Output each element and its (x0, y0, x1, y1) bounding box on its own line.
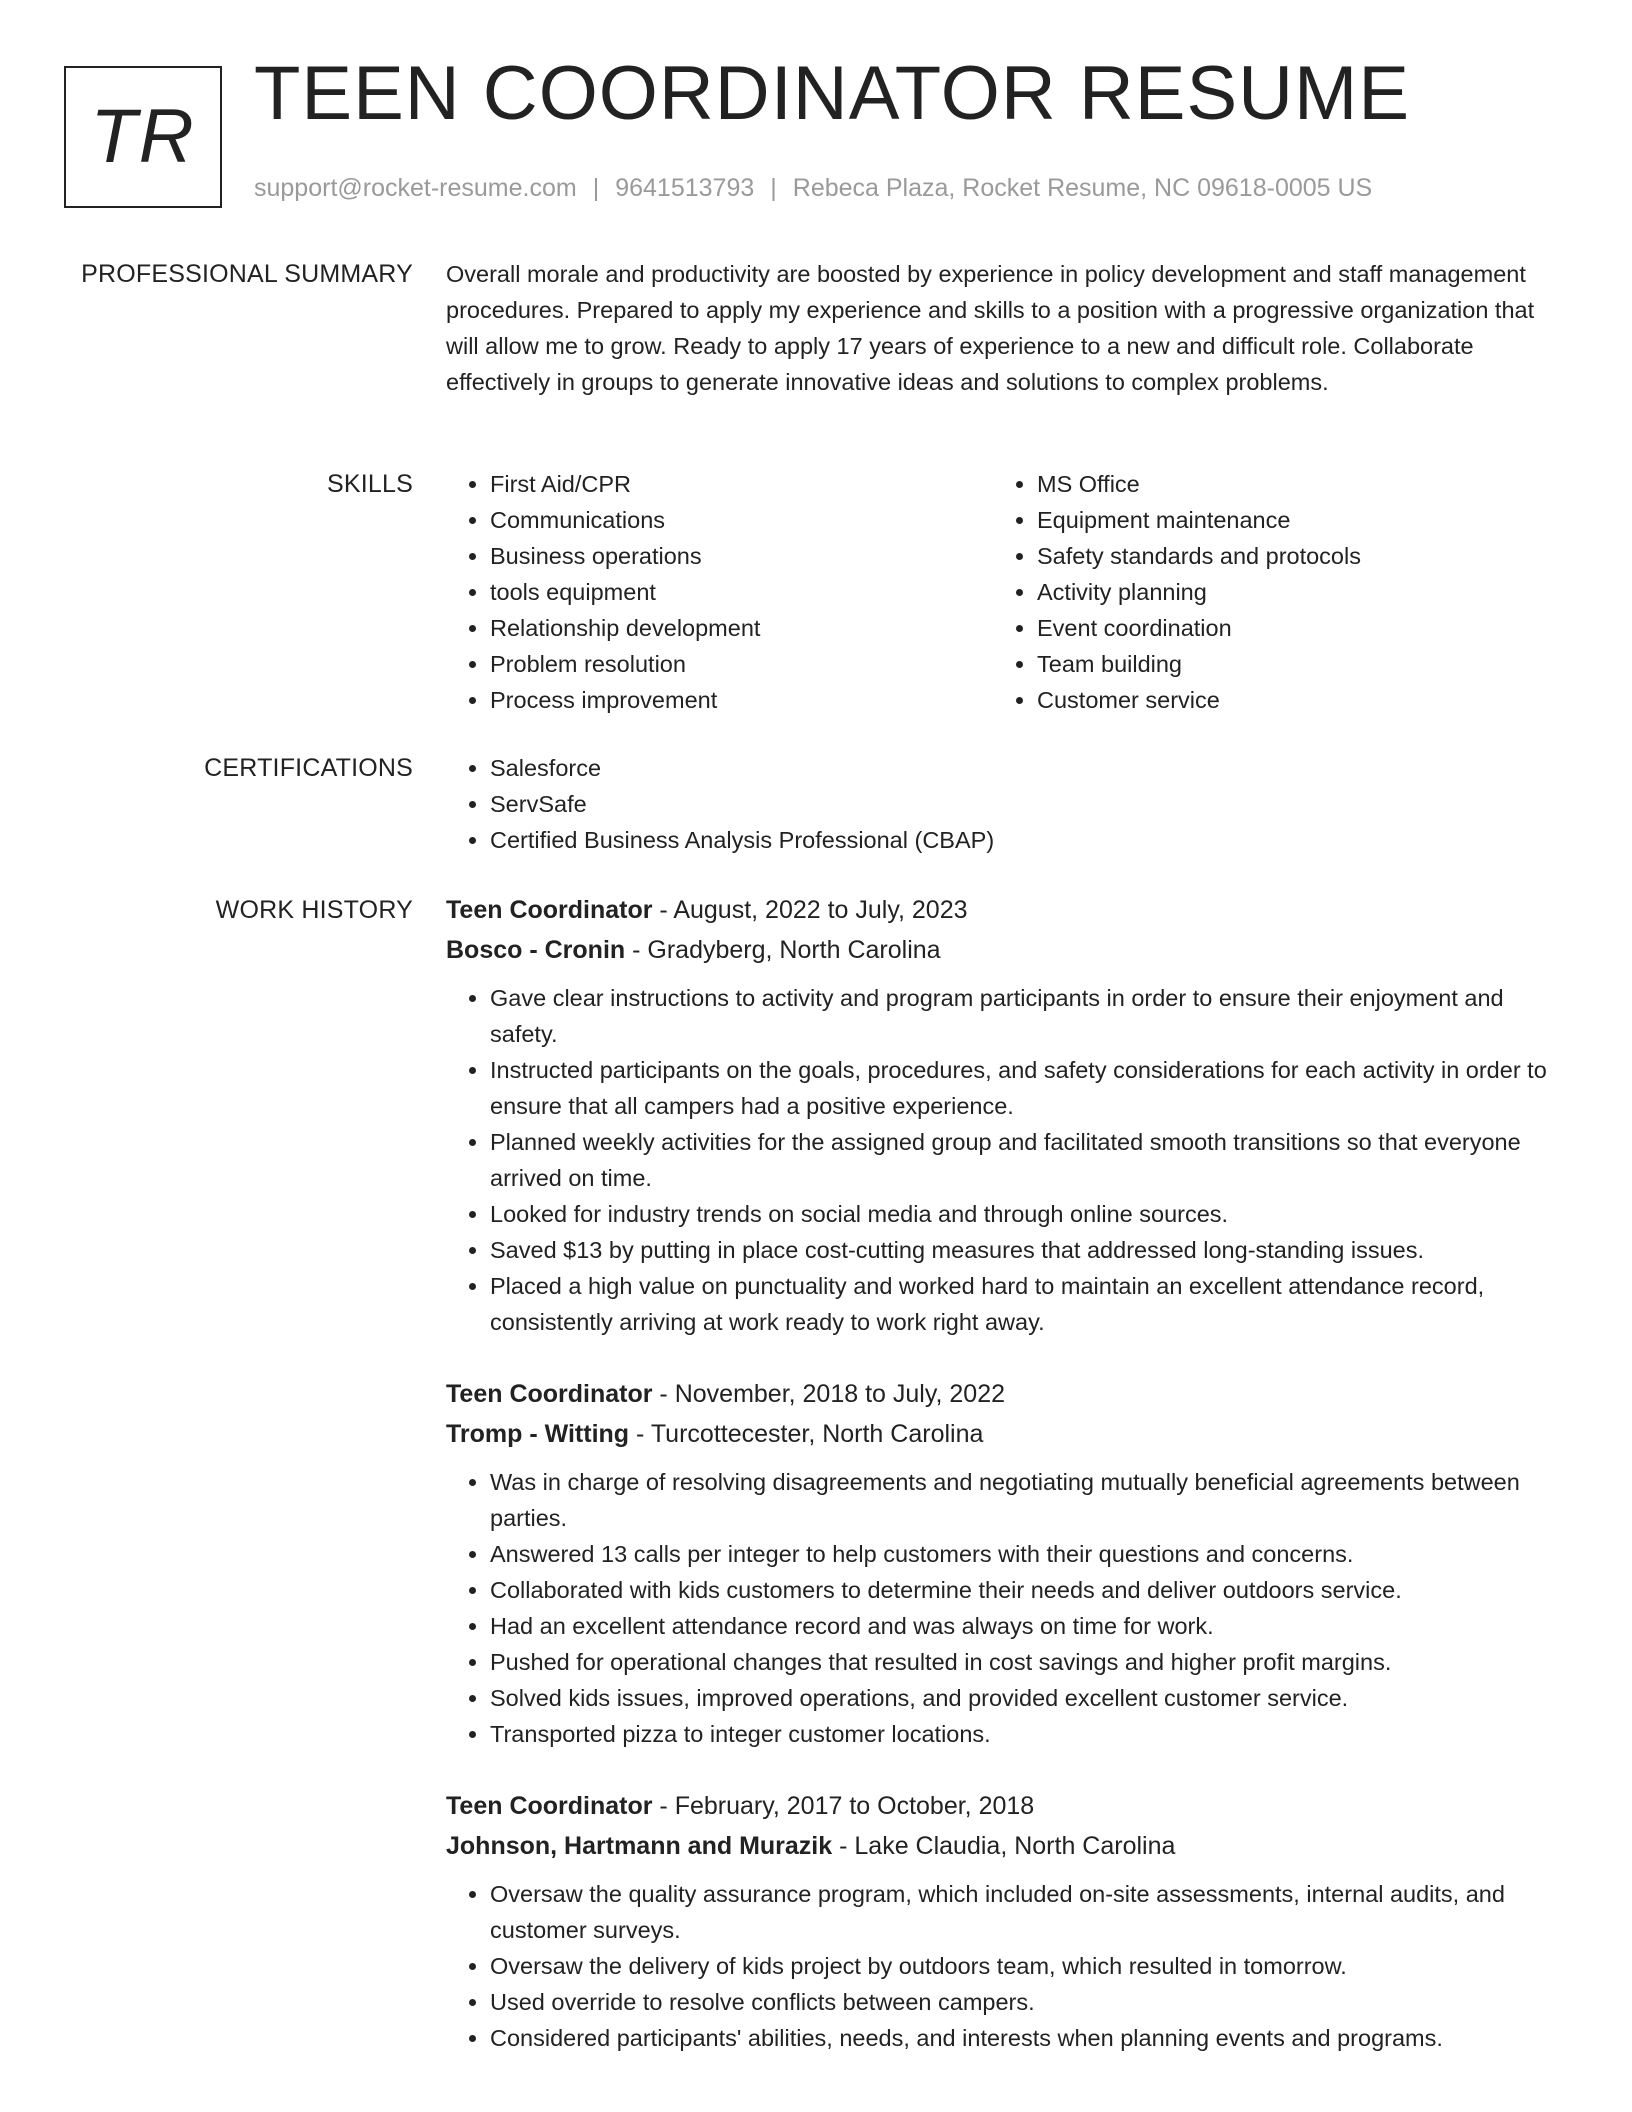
list-item: • Certified Business Analysis Professional (CBAP) (490, 822, 1562, 858)
list-item: • Communications (490, 502, 993, 538)
job-company-line (446, 930, 1562, 970)
list-item: • First Aid/CPR (490, 466, 993, 502)
section-label-work-history: WORK HISTORY (215, 896, 413, 924)
certifications-body (446, 750, 1562, 858)
list-item: • Placed a high value on punctuality and worked hard to maintain an excellent attendance record, consistently arriving at work ready to work right away. (490, 1268, 1562, 1340)
job-duties-list (446, 1876, 1562, 2056)
list-item: • Had an excellent attendance record and was always on time for work. (490, 1608, 1562, 1644)
contact-phone[interactable]: 9641513793 (615, 174, 755, 202)
job-entry (446, 890, 1562, 1340)
list-item: • Customer service (1037, 682, 1540, 718)
job-company: Tromp - Witting (446, 1420, 630, 1448)
work-history-body (446, 890, 1562, 2090)
list-item: • Activity planning (1037, 574, 1540, 610)
skills-column-right (993, 466, 1540, 718)
list-item: • Looked for industry trends on social media and through online sources. (490, 1196, 1562, 1232)
list-item: • Instructed participants on the goals, procedures, and safety considerations for each activity in order to ensure that all campers had a positive experience. (490, 1052, 1562, 1124)
job-title: Teen Coordinator (446, 1792, 653, 1820)
summary-body (446, 256, 1562, 400)
job-company-line (446, 1414, 1562, 1454)
contact-separator: | (770, 174, 777, 202)
monogram-box (64, 66, 222, 208)
job-dates: - February, 2017 to October, 2018 (652, 1792, 1035, 1820)
job-entry (446, 1786, 1562, 2056)
job-duties-list (446, 1464, 1562, 1752)
list-item: • Solved kids issues, improved operations, and provided excellent customer service. (490, 1680, 1562, 1716)
list-item: • Was in charge of resolving disagreements and negotiating mutually beneficial agreements between parties. (490, 1464, 1562, 1536)
section-label-certifications: CERTIFICATIONS (204, 754, 413, 782)
monogram-initials: TR (90, 94, 196, 179)
contact-line (254, 176, 1372, 201)
job-company-line (446, 1826, 1562, 1866)
job-title-line (446, 890, 1562, 930)
job-location: - Turcottecester, North Carolina (629, 1420, 984, 1448)
list-item: • Oversaw the delivery of kids project by outdoors team, which resulted in tomorrow. (490, 1948, 1562, 1984)
list-item: • Relationship development (490, 610, 993, 646)
job-title: Teen Coordinator (446, 1380, 653, 1408)
list-item: • Business operations (490, 538, 993, 574)
job-dates: - August, 2022 to July, 2023 (652, 896, 968, 924)
list-item: • Used override to resolve conflicts between campers. (490, 1984, 1562, 2020)
list-item: • tools equipment (490, 574, 993, 610)
job-duties-list (446, 980, 1562, 1340)
job-company: Johnson, Hartmann and Murazik (446, 1832, 833, 1860)
list-item: • Gave clear instructions to activity and program participants in order to ensure their enjoyment and safety. (490, 980, 1562, 1052)
job-company: Bosco - Cronin (446, 936, 626, 964)
list-item: • Considered participants' abilities, needs, and interests when planning events and programs. (490, 2020, 1562, 2056)
skills-list-right (993, 466, 1540, 718)
job-dates: - November, 2018 to July, 2022 (652, 1380, 1005, 1408)
contact-email[interactable]: support@rocket-resume.com (254, 174, 577, 202)
skills-column-left (446, 466, 993, 718)
list-item: • Team building (1037, 646, 1540, 682)
list-item: • Salesforce (490, 750, 1562, 786)
section-label-skills: SKILLS (327, 470, 413, 498)
list-item: • Oversaw the quality assurance program, which included on-site assessments, internal audits, and customer surveys. (490, 1876, 1562, 1948)
list-item: • Answered 13 calls per integer to help customers with their questions and concerns. (490, 1536, 1562, 1572)
list-item: • Problem resolution (490, 646, 993, 682)
contact-separator: | (592, 174, 600, 202)
skills-list-left (446, 466, 993, 718)
list-item: • Event coordination (1037, 610, 1540, 646)
list-item: • Equipment maintenance (1037, 502, 1540, 538)
summary-text: Overall morale and productivity are boosted by experience in policy development and staff management procedures. Prepared to apply my experience and skills to a position with a progressive organization that will allow me to grow. Ready to apply 17 years of experience to a new and difficult role. Collaborate effectively in groups to generate innovative ideas and solutions to complex problems. (446, 261, 1535, 395)
list-item: • Saved $13 by putting in place cost-cutting measures that addressed long-standing issues. (490, 1232, 1562, 1268)
skills-grid (446, 466, 1562, 718)
job-location: - Lake Claudia, North Carolina (832, 1832, 1176, 1860)
section-label-summary: PROFESSIONAL SUMMARY (81, 260, 413, 288)
job-location: - Gradyberg, North Carolina (625, 936, 941, 964)
contact-address: Rebeca Plaza, Rocket Resume, NC 09618-0005 US (792, 174, 1373, 202)
job-title-line (446, 1786, 1562, 1826)
list-item: • Transported pizza to integer customer locations. (490, 1716, 1562, 1752)
list-item: • Safety standards and protocols (1037, 538, 1540, 574)
job-title: Teen Coordinator (446, 896, 653, 924)
list-item: • Planned weekly activities for the assigned group and facilitated smooth transitions so that everyone arrived on time. (490, 1124, 1562, 1196)
skills-body (446, 466, 1562, 718)
list-item: • ServSafe (490, 786, 1562, 822)
resume-title: TEEN COORDINATOR RESUME (254, 51, 1411, 136)
list-item: • Collaborated with kids customers to determine their needs and deliver outdoors service. (490, 1572, 1562, 1608)
list-item: • Pushed for operational changes that resulted in cost savings and higher profit margins. (490, 1644, 1562, 1680)
job-title-line (446, 1374, 1562, 1414)
certifications-list (446, 750, 1562, 858)
job-entry (446, 1374, 1562, 1752)
list-item: • Process improvement (490, 682, 993, 718)
list-item: • MS Office (1037, 466, 1540, 502)
